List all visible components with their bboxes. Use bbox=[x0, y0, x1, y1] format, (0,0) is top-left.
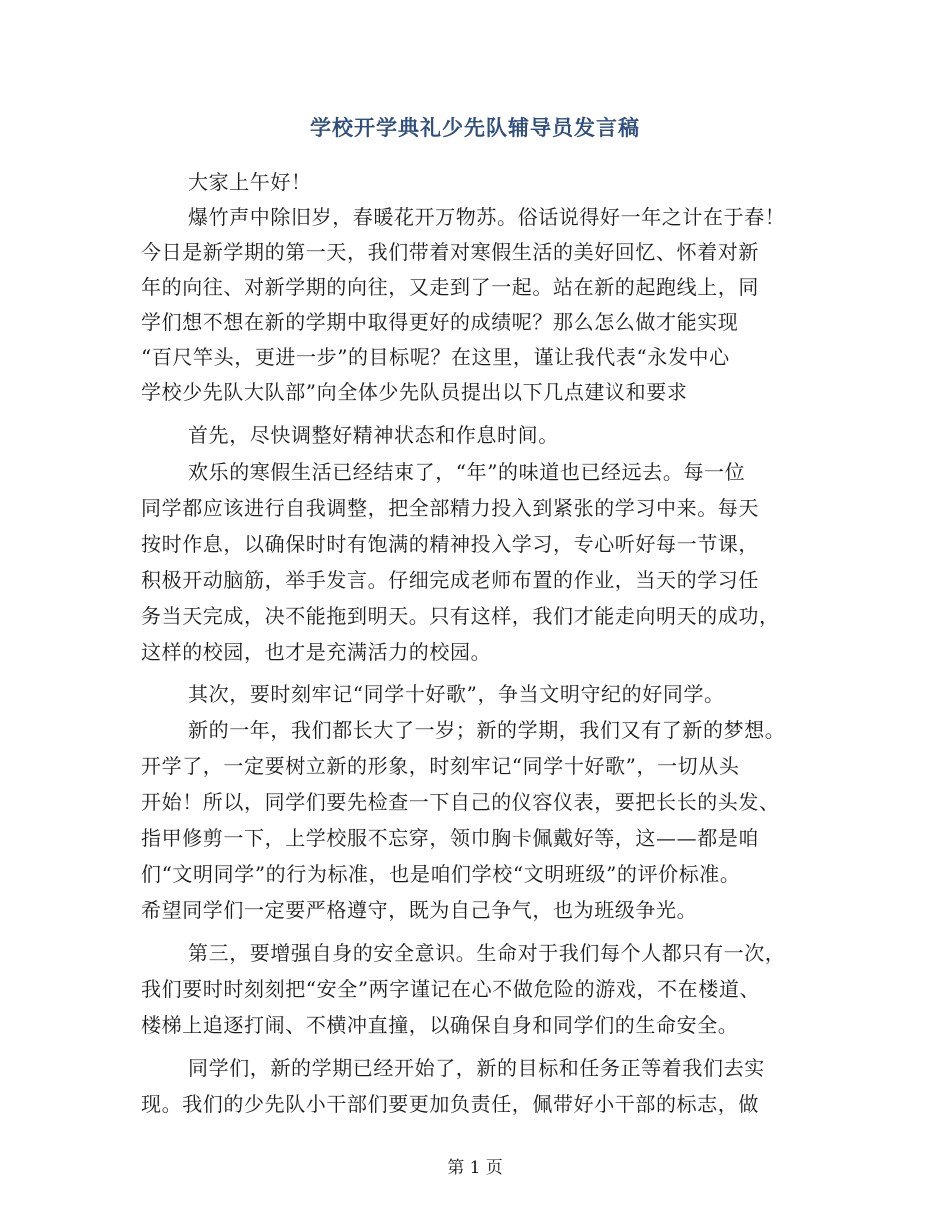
body-line: 按时作息，以确保时时有饱满的精神投入学习，专心听好每一节课， bbox=[141, 532, 759, 556]
body-line: 同学们，新的学期已经开始了，新的目标和任务正等着我们去实 bbox=[188, 1056, 765, 1080]
body-line: 欢乐的寒假生活已经结束了，“年”的味道也已经远去。每一位 bbox=[188, 460, 746, 484]
body-line: 年的向往、对新学期的向往，又走到了一起。站在新的起跑线上，同 bbox=[141, 275, 759, 299]
body-line: 积极开动脑筋，举手发言。仔细完成老师布置的作业，当天的学习任 bbox=[141, 568, 759, 592]
body-line: 大家上午好！ bbox=[188, 170, 312, 194]
body-line: 现。我们的少先队小干部们要更加负责任，佩带好小干部的标志，做 bbox=[141, 1092, 759, 1116]
body-line: 希望同学们一定要严格遵守，既为自己争气，也为班级争光。 bbox=[141, 898, 698, 922]
body-line: 们“文明同学”的行为标准，也是咱们学校“文明班级”的评价标准。 bbox=[141, 862, 741, 886]
body-line: 其次，要时刻牢记“同学十好歌”，争当文明守纪的好同学。 bbox=[188, 682, 725, 706]
body-line: 这样的校园，也才是充满活力的校园。 bbox=[141, 640, 492, 664]
body-line: 指甲修剪一下，上学校服不忘穿，领巾胸卡佩戴好等，这——都是咱 bbox=[141, 826, 759, 850]
body-line: 楼梯上追逐打闹、不横冲直撞，以确保自身和同学们的生命安全。 bbox=[141, 1013, 739, 1037]
body-line: 新的一年，我们都长大了一岁；新的学期，我们又有了新的梦想。 bbox=[188, 718, 786, 742]
body-line: 学校少先队大队部”向全体少先队员提出以下几点建议和要求 bbox=[141, 380, 688, 404]
body-line: 第三，要增强自身的安全意识。生命对于我们每个人都只有一次， bbox=[188, 941, 786, 965]
body-line: “百尺竿头，更进一步”的目标呢？在这里，谨让我代表“永发中心 bbox=[141, 345, 730, 369]
body-line: 务当天完成，决不能拖到明天。只有这样，我们才能走向明天的成功， bbox=[141, 604, 780, 628]
page-number: 第 1 页 bbox=[447, 1158, 503, 1178]
body-line: 我们要时时刻刻把“安全”两字谨记在心不做危险的游戏，不在楼道、 bbox=[141, 977, 761, 1001]
body-line: 今日是新学期的第一天，我们带着对寒假生活的美好回忆、怀着对新 bbox=[141, 240, 759, 264]
body-line: 同学都应该进行自我调整，把全部精力投入到紧张的学习中来。每天 bbox=[141, 496, 759, 520]
body-line: 开始！所以，同学们要先检查一下自己的仪容仪表，要把长长的头发、 bbox=[141, 790, 780, 814]
body-line: 爆竹声中除旧岁，春暖花开万物苏。俗话说得好一年之计在于春！ bbox=[188, 205, 786, 229]
body-line: 首先，尽快调整好精神状态和作息时间。 bbox=[188, 423, 559, 447]
document-title: 学校开学典礼少先队辅导员发言稿 bbox=[310, 116, 640, 140]
body-line: 开学了，一定要树立新的形象，时刻牢记“同学十好歌”，一切从头 bbox=[141, 754, 740, 778]
body-line: 学们想不想在新的学期中取得更好的成绩呢？那么怎么做才能实现 bbox=[141, 310, 739, 334]
